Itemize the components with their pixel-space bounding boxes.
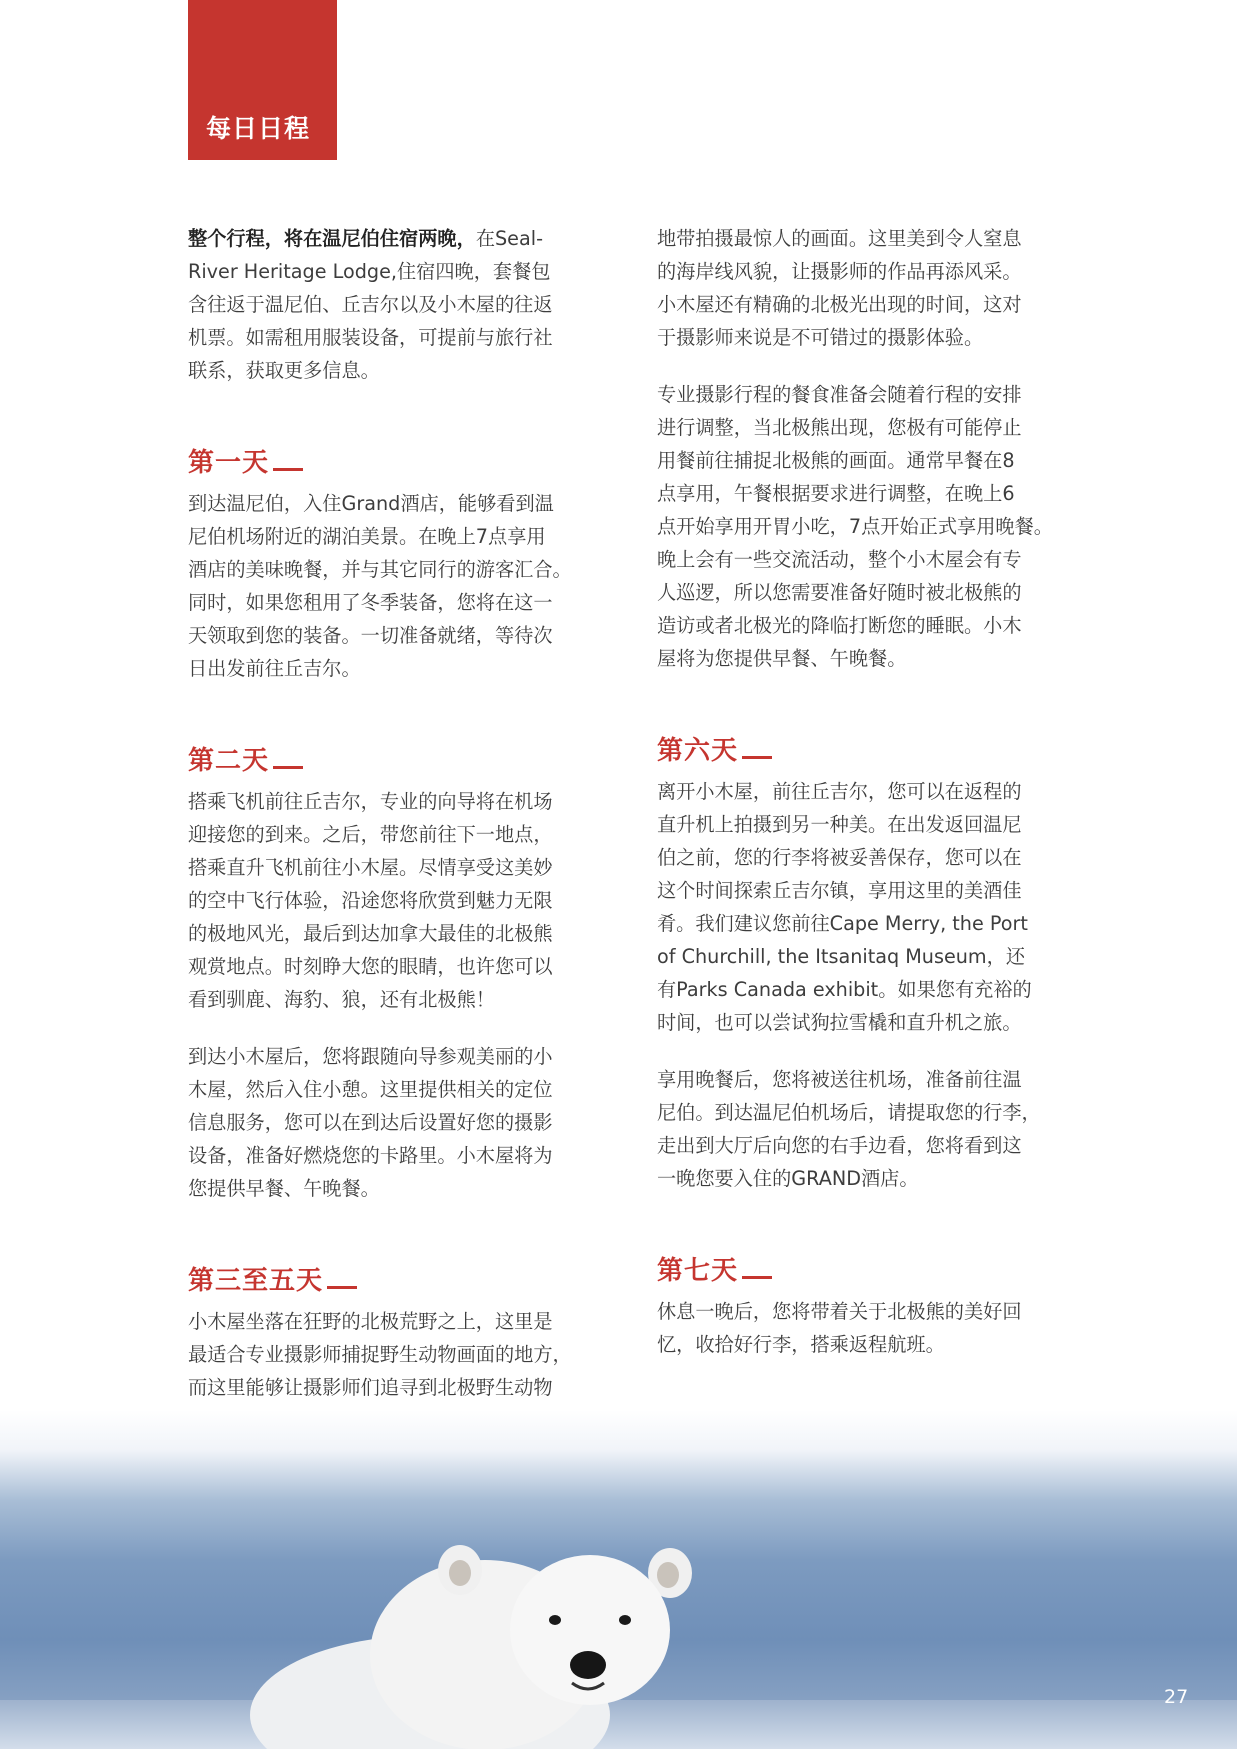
day7-title: 第七天 — [657, 1256, 739, 1286]
intro-text: 在Seal- River Heritage Lodge,住宿四晚，套餐包 含往返于温尼伯、丘吉尔以及小木屋的往返 机票。如需租用服装设备，可提前与旅行社 联系，获取更多信息。 — [188, 227, 553, 382]
section-tab-label: 每日日程 — [206, 114, 311, 143]
day6-text-1: 离开小木屋，前往丘吉尔，您可以在返程的 直升机上拍摄到另一种美。在出发返回温尼 伯之前，您的行李将被妥善保存，您可以在 这个时间探索丘吉尔镇，享用这里的美酒佳 肴。我们建议您前往Cape Merry, the Port of Churchill, the Itsanitaq Museum，还 有Parks Canada exhibit。如果您有充裕的 时间，也可以尝试狗拉雪橇和直升机之旅。 — [657, 780, 1032, 1034]
heading-underline — [742, 756, 772, 759]
day2-title: 第二天 — [188, 746, 270, 776]
day1-text: 到达温尼伯，入住Grand酒店，能够看到温 尼伯机场附近的湖泊美景。在晚上7点享用 酒店的美味晚餐，并与其它同行的游客汇合。 同时，如果您租用了冬季装备，您将在这一 天领取到您的装备。一切准备就绪，等待次 日出发前往丘吉尔。 — [188, 492, 572, 680]
heading-underline — [273, 766, 303, 769]
day3to5-cont-text-1: 地带拍摄最惊人的画面。这里美到令人窒息 的海岸线风貌，让摄影师的作品再添风采。 小木屋还有精确的北极光出现的时间，这对 于摄影师来说是不可错过的摄影体验。 — [657, 227, 1022, 349]
day6-heading — [657, 733, 1087, 769]
polar-bear-photo — [0, 1410, 1237, 1749]
day3to5-cont-text-2: 专业摄影行程的餐食准备会随着行程的安排 进行调整，当北极熊出现，您极有可能停止 用餐前往捕捉北极熊的画面。通常早餐在8 点享用，午餐根据要求进行调整，在晚上6 点开始享用开胃小吃，7点开始正式享用晚餐。 晚上会有一些交流活动，整个小木屋会有专 人巡逻，所以您需要准备好随时被北极熊的 造访或者北极光的降临打断您的睡眠。小木 屋将为您提供早餐、午晚餐。 — [657, 383, 1053, 670]
intro-paragraph — [188, 222, 618, 387]
day3to5-text: 小木屋坐落在狂野的北极荒野之上，这里是 最适合专业摄影师捕捉野生动物画面的地方， 而这里能够让摄影师们追寻到北极野生动物 — [188, 1310, 572, 1399]
intro-bold: 整个行程，将在温尼伯住宿两晚， — [188, 227, 476, 250]
polar-bear-icon — [250, 1545, 710, 1749]
section-tab — [188, 0, 337, 160]
day3to5-title: 第三至五天 — [188, 1266, 324, 1296]
page-number: 27 — [1164, 1686, 1189, 1708]
day2-text-2: 到达小木屋后，您将跟随向导参观美丽的小 木屋，然后入住小憩。这里提供相关的定位 信息服务，您可以在到达后设置好您的摄影 设备，准备好燃烧您的卡路里。小木屋将为 您提供早餐、午晚餐。 — [188, 1045, 553, 1200]
day1-title: 第一天 — [188, 448, 270, 478]
heading-underline — [273, 468, 303, 471]
day7-heading — [657, 1253, 1087, 1289]
day1-heading — [188, 445, 618, 481]
day7-text: 休息一晚后，您将带着关于北极熊的美好回 忆，收拾好行李，搭乘返程航班。 — [657, 1300, 1022, 1356]
day6-title: 第六天 — [657, 736, 739, 766]
day3to5-heading — [188, 1263, 618, 1299]
day6-text-2: 享用晚餐后，您将被送往机场，准备前往温 尼伯。到达温尼伯机场后，请提取您的行李， 走出到大厅后向您的右手边看，您将看到这 一晚您要入住的GRAND酒店。 — [657, 1068, 1041, 1190]
right-column — [657, 222, 1087, 1361]
day2-heading — [188, 743, 618, 779]
left-column — [188, 222, 618, 1437]
heading-underline — [742, 1276, 772, 1279]
day2-text-1: 搭乘飞机前往丘吉尔，专业的向导将在机场 迎接您的到来。之后，带您前往下一地点， 搭乘直升飞机前往小木屋。尽情享受这美妙 的空中飞行体验，沿途您将欣赏到魅力无限 的极地风光，最后到达加拿大最佳的北极熊 观赏地点。时刻睁大您的眼睛，也许您可以 看到驯鹿、海豹、狼，还有北极熊！ — [188, 790, 553, 1011]
heading-underline — [327, 1286, 357, 1289]
